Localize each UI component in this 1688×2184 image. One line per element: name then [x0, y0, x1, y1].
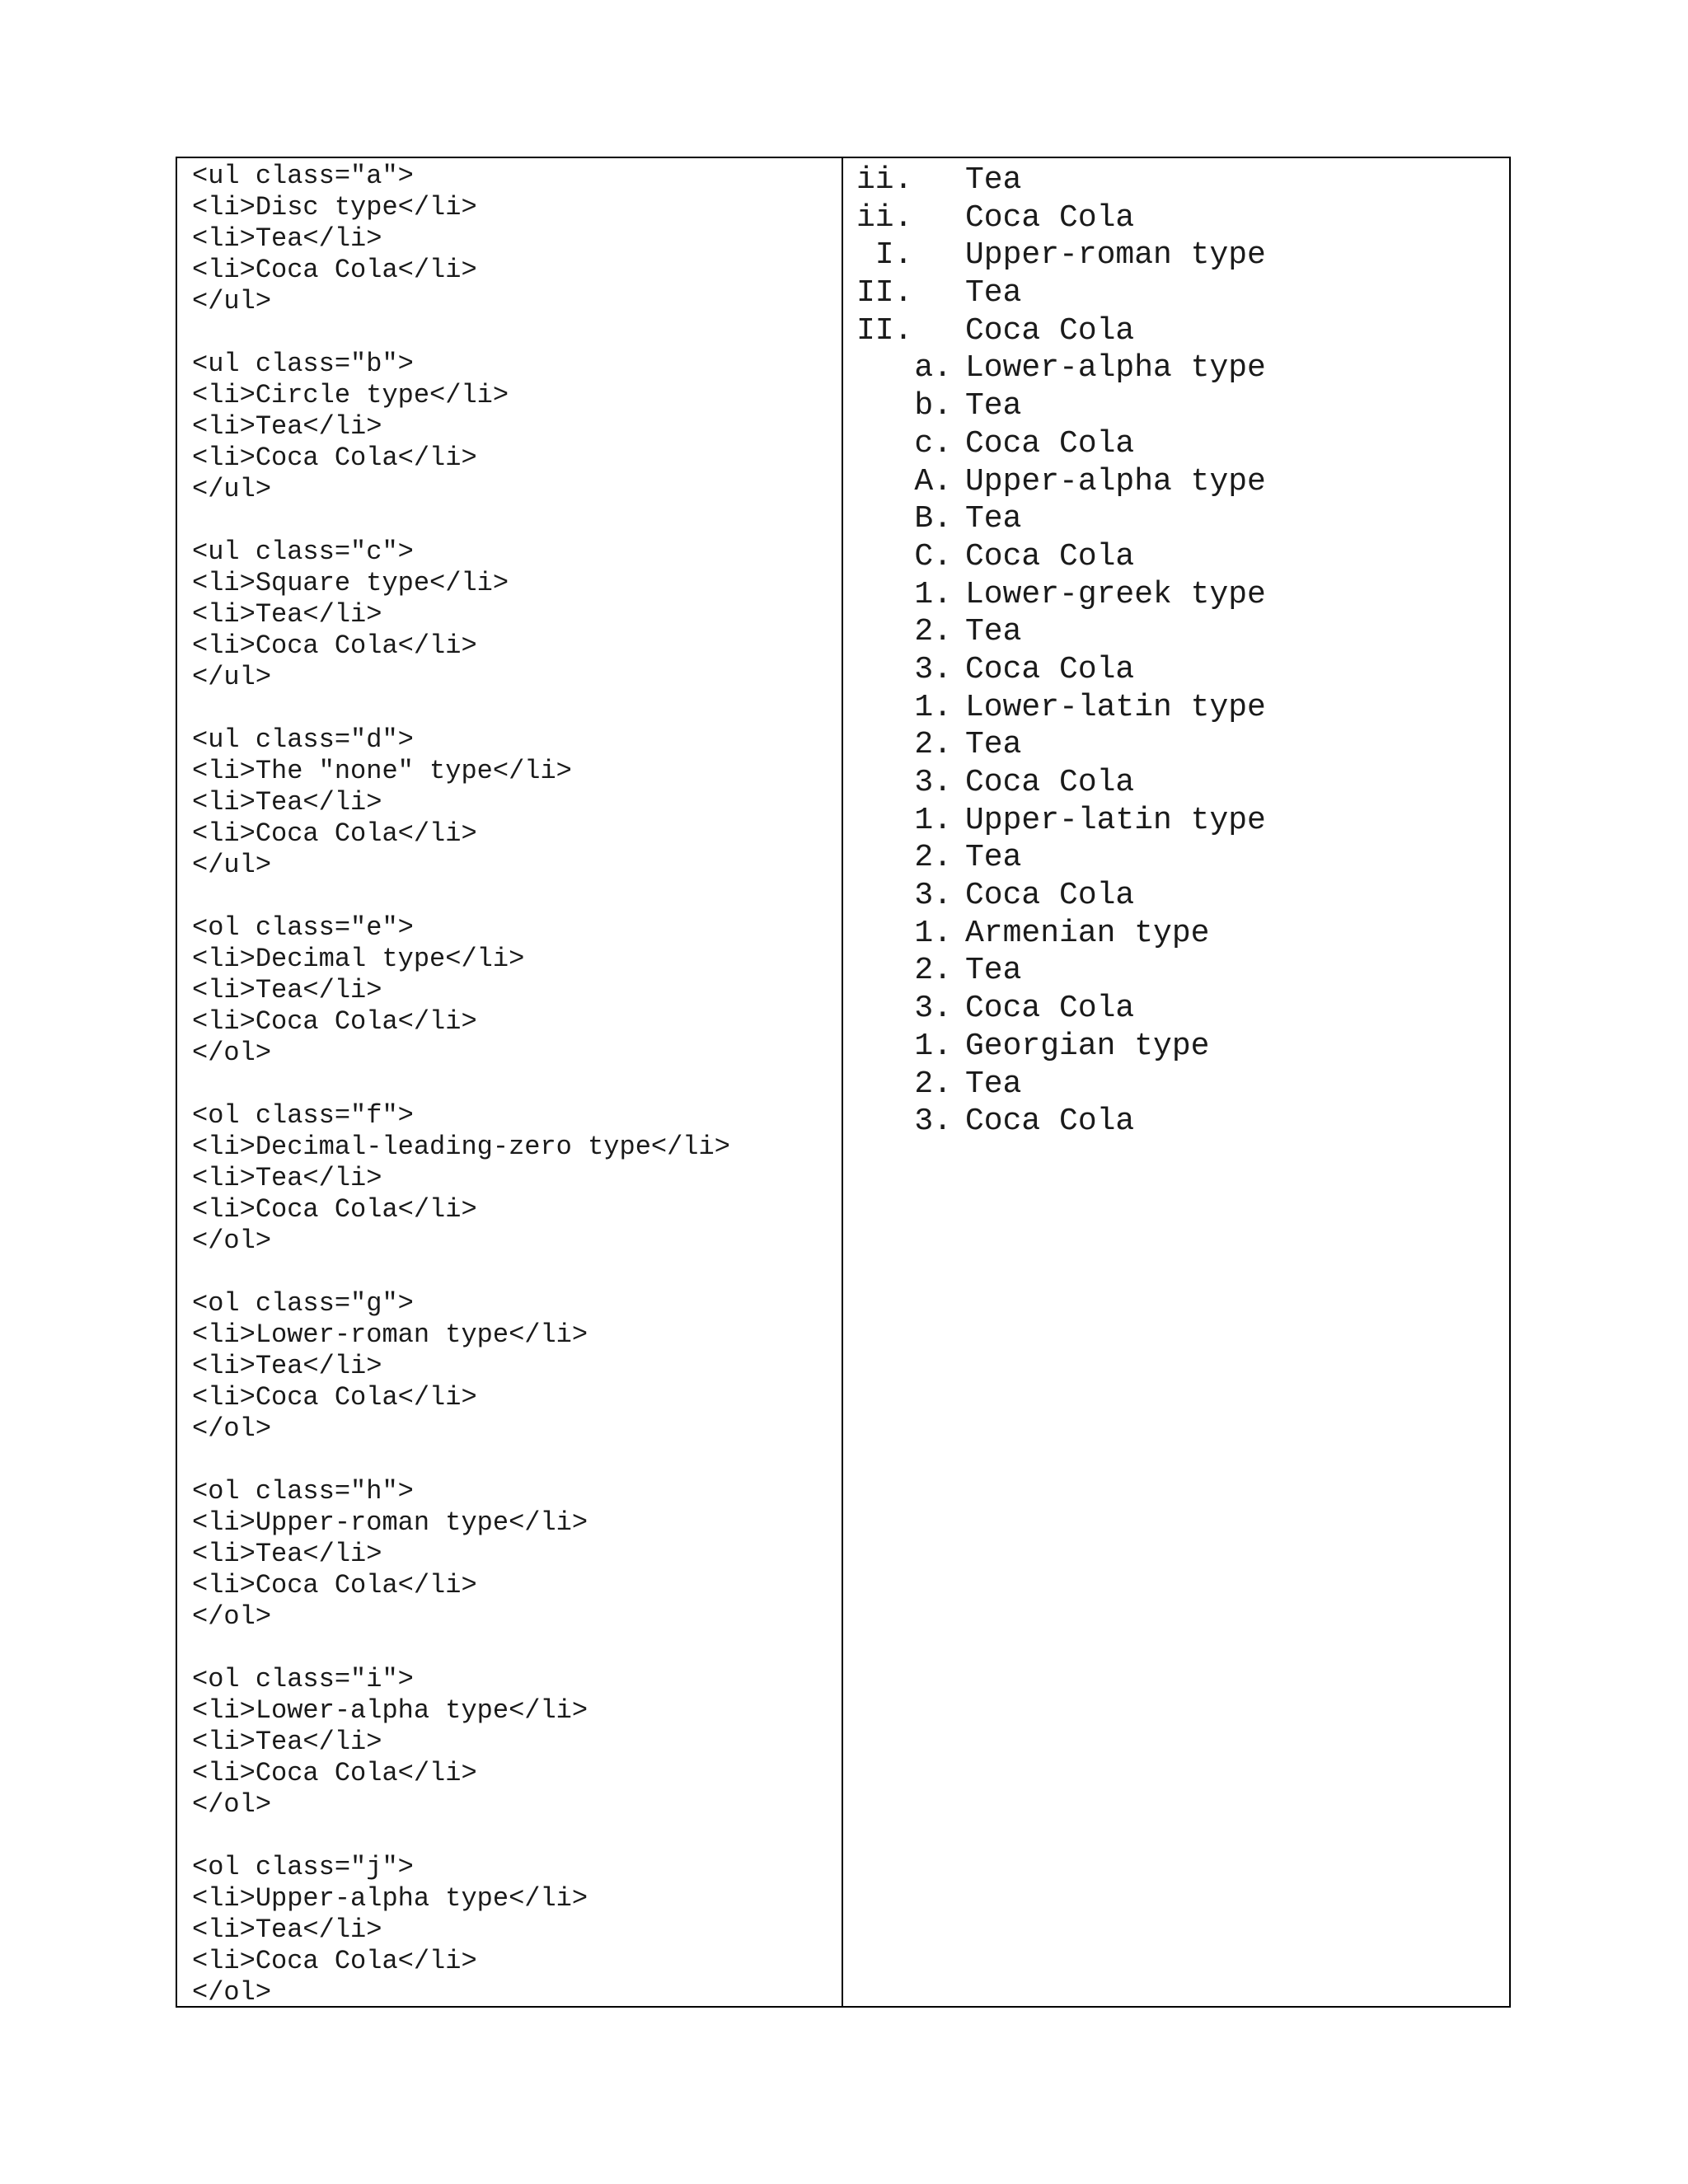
list-item-text: Coca Cola: [965, 1104, 1135, 1140]
code-line: <li>Tea</li>: [192, 1351, 382, 1381]
list-marker: 2.: [914, 614, 952, 650]
list-item: [856, 312, 1509, 350]
list-item: [856, 349, 1509, 387]
list-item-text: Coca Cola: [965, 425, 1135, 462]
code-line: <li>The "none" type</li>: [192, 756, 572, 786]
code-line: [192, 881, 842, 912]
list-marker: ii.: [856, 199, 913, 236]
code-line: <ol class="h">: [192, 1476, 414, 1507]
code-line: <ol class="e">: [192, 912, 414, 943]
code-line: </ul>: [192, 850, 272, 880]
list-item: [856, 199, 1509, 237]
code-line: <li>Disc type</li>: [192, 192, 477, 223]
list-item: [856, 162, 1509, 199]
list-marker: C.: [914, 538, 952, 574]
code-line: <li>Decimal type</li>: [192, 944, 525, 974]
list-item: [856, 839, 1509, 877]
list-marker: 1.: [914, 689, 952, 725]
code-line: [192, 1069, 842, 1100]
code-line: [192, 1445, 842, 1476]
list-marker: b.: [914, 388, 952, 424]
code-line: </ul>: [192, 474, 272, 504]
list-marker: A.: [914, 463, 952, 499]
code-line: <li>Lower-roman type</li>: [192, 1319, 588, 1350]
list-item: [856, 538, 1509, 576]
code-line: </ol>: [192, 1789, 272, 1820]
list-marker: c.: [914, 425, 952, 462]
list-item: [856, 425, 1509, 463]
list-item: [856, 237, 1509, 274]
list-item-text: Coca Cola: [965, 312, 1135, 349]
code-line: <li>Coca Cola</li>: [192, 1758, 477, 1788]
list-marker: 1.: [914, 576, 952, 612]
two-column-table: [176, 157, 1511, 2008]
code-line: </ol>: [192, 1226, 272, 1256]
code-line: <li>Upper-alpha type</li>: [192, 1883, 588, 1914]
list-marker: 3.: [914, 1104, 952, 1140]
code-line: <li>Coca Cola</li>: [192, 1382, 477, 1413]
list-marker: I.: [856, 237, 913, 274]
list-marker: 3.: [914, 991, 952, 1027]
list-item: [856, 990, 1509, 1028]
list-marker: 3.: [914, 651, 952, 687]
list-item: [856, 613, 1509, 651]
list-item-text: Tea: [965, 727, 1022, 763]
list-item: [856, 689, 1509, 727]
list-item: [856, 802, 1509, 840]
code-line: <ul class="d">: [192, 724, 414, 755]
list-item-text: Lower-latin type: [965, 689, 1266, 725]
code-line: [192, 1633, 842, 1664]
list-item-text: Georgian type: [965, 1028, 1210, 1064]
list-item-text: Coca Cola: [965, 538, 1135, 574]
code-line: [192, 505, 842, 537]
code-line: <li>Tea</li>: [192, 1539, 382, 1569]
code-line: <li>Coca Cola</li>: [192, 1946, 477, 1976]
code-line: <li>Coca Cola</li>: [192, 630, 477, 661]
list-item-text: Lower-alpha type: [965, 350, 1266, 387]
list-item-text: Upper-roman type: [965, 237, 1266, 274]
code-line: </ul>: [192, 662, 272, 692]
code-line: <li>Coca Cola</li>: [192, 255, 477, 285]
list-item: [856, 1103, 1509, 1141]
list-marker: a.: [914, 350, 952, 387]
list-item-text: Coca Cola: [965, 199, 1135, 236]
code-line: <li>Coca Cola</li>: [192, 1570, 477, 1601]
code-line: </ol>: [192, 1977, 272, 2008]
list-item: [856, 1066, 1509, 1104]
list-marker: 3.: [914, 765, 952, 800]
list-item-text: Coca Cola: [965, 765, 1135, 800]
list-item-text: Tea: [965, 614, 1022, 650]
code-line: <li>Tea</li>: [192, 411, 382, 442]
code-line: [192, 317, 842, 349]
list-item-text: Upper-alpha type: [965, 463, 1266, 499]
list-item-text: Tea: [965, 840, 1022, 876]
code-line: </ul>: [192, 286, 272, 316]
list-item: [856, 1028, 1509, 1066]
list-item-text: Tea: [965, 953, 1022, 989]
code-line: <li>Coca Cola</li>: [192, 818, 477, 849]
list-marker: 2.: [914, 840, 952, 876]
code-line: [192, 1821, 842, 1852]
code-line: <li>Tea</li>: [192, 599, 382, 630]
code-line: <li>Upper-roman type</li>: [192, 1507, 588, 1538]
list-item-text: Tea: [965, 1066, 1022, 1102]
code-line: </ol>: [192, 1601, 272, 1632]
list-item: [856, 651, 1509, 689]
list-marker: II.: [856, 312, 913, 349]
list-marker: 2.: [914, 953, 952, 989]
list-item-text: Lower-greek type: [965, 576, 1266, 612]
code-line: </ol>: [192, 1038, 272, 1068]
list-marker: 2.: [914, 1066, 952, 1102]
code-line: <li>Circle type</li>: [192, 380, 509, 410]
list-marker: B.: [914, 501, 952, 537]
list-item-text: Coca Cola: [965, 991, 1135, 1027]
code-line: <li>Tea</li>: [192, 1727, 382, 1757]
list-item-text: Armenian type: [965, 915, 1210, 951]
code-line: <ol class="g">: [192, 1288, 414, 1319]
code-line: <li>Lower-alpha type</li>: [192, 1695, 588, 1726]
code-line: <li>Tea</li>: [192, 1915, 382, 1945]
list-item-text: Coca Cola: [965, 651, 1135, 687]
code-line: <ul class="b">: [192, 349, 414, 379]
list-marker: 1.: [914, 915, 952, 951]
code-line: [192, 693, 842, 724]
list-item: [856, 877, 1509, 915]
list-item-text: Coca Cola: [965, 878, 1135, 914]
list-item: [856, 726, 1509, 764]
code-line: <li>Coca Cola</li>: [192, 1006, 477, 1037]
code-column: [177, 158, 843, 2006]
code-line: <li>Coca Cola</li>: [192, 443, 477, 473]
code-line: <ol class="j">: [192, 1852, 414, 1882]
code-line: <ul class="c">: [192, 537, 414, 567]
list-item: [856, 463, 1509, 501]
list-item-text: Tea: [965, 275, 1022, 312]
list-item-text: Upper-latin type: [965, 802, 1266, 838]
code-line: <li>Coca Cola</li>: [192, 1194, 477, 1225]
list-marker: 2.: [914, 727, 952, 763]
list-item-text: Tea: [965, 501, 1022, 537]
list-item: [856, 500, 1509, 538]
code-line: <li>Square type</li>: [192, 568, 509, 598]
list-item: [856, 576, 1509, 614]
list-item: [856, 952, 1509, 990]
code-line: <li>Tea</li>: [192, 975, 382, 1005]
list-item: [856, 387, 1509, 425]
code-line: </ol>: [192, 1413, 272, 1444]
list-marker: ii.: [856, 162, 913, 198]
rendered-list-column: [843, 158, 1509, 2006]
list-marker: II.: [856, 275, 913, 312]
code-line: <ol class="f">: [192, 1100, 414, 1131]
list-item: [856, 764, 1509, 802]
list-item-text: Tea: [965, 388, 1022, 424]
list-marker: 1.: [914, 1028, 952, 1064]
code-line: <ul class="a">: [192, 161, 414, 191]
list-item-text: Tea: [965, 162, 1022, 198]
code-line: <li>Tea</li>: [192, 223, 382, 254]
list-item: [856, 915, 1509, 953]
list-item: [856, 274, 1509, 312]
code-line: <li>Tea</li>: [192, 787, 382, 818]
code-line: <ol class="i">: [192, 1664, 414, 1694]
list-marker: 3.: [914, 878, 952, 914]
list-marker: 1.: [914, 802, 952, 838]
code-line: <li>Tea</li>: [192, 1163, 382, 1193]
code-line: <li>Decimal-leading-zero type</li>: [192, 1132, 730, 1162]
code-line: [192, 1257, 842, 1288]
